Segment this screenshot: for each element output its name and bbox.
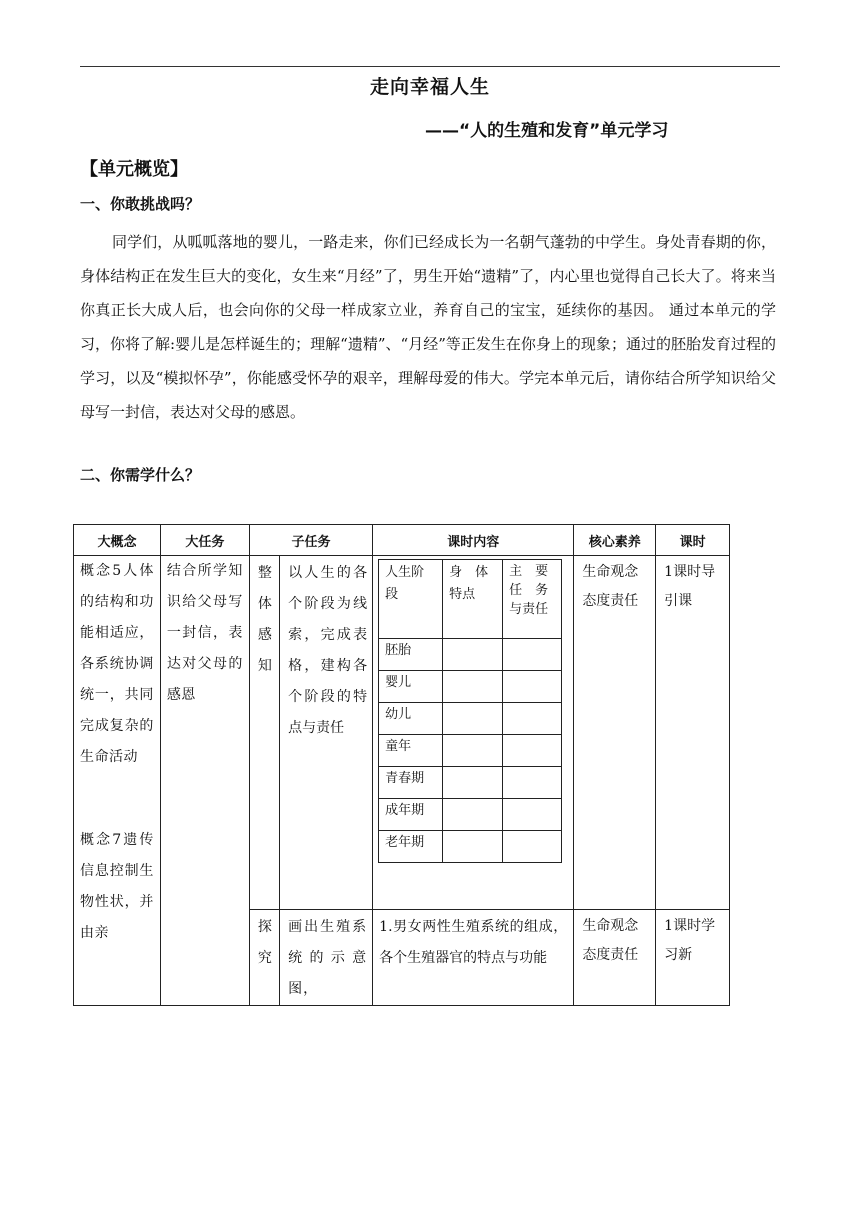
core-literacy-cell: 生命观念态度责任: [574, 556, 656, 910]
stage-adolescence: 青春期: [379, 767, 443, 799]
stage-feature-empty: [443, 703, 503, 735]
stage-infant: 婴儿: [379, 671, 443, 703]
header-period: 课时: [656, 525, 730, 556]
stage-feature-empty: [443, 831, 503, 863]
stage-task-empty: [503, 799, 562, 831]
section-learn-heading: 二、你需学什么？: [80, 466, 201, 484]
stage-task-empty: [503, 671, 562, 703]
stage-feature-empty: [443, 735, 503, 767]
document-subtitle: ——“人的生殖和发育”单元学习: [425, 121, 669, 141]
unit-plan-table: [73, 524, 730, 1006]
life-stage-row: [379, 639, 562, 671]
life-stage-row: [379, 735, 562, 767]
header-rule: [80, 66, 780, 67]
life-stage-row: [379, 799, 562, 831]
stage-toddler: 幼儿: [379, 703, 443, 735]
stage-task-empty: [503, 767, 562, 799]
period-cell: 1课时学习新: [656, 910, 730, 1006]
document-title: 走向幸福人生: [369, 76, 490, 98]
stage-old-age: 老年期: [379, 831, 443, 863]
stage-feature-empty: [443, 767, 503, 799]
table-header-row: [74, 525, 730, 556]
body-feature-header: 身 体特点: [443, 560, 503, 639]
table-row: [74, 556, 730, 910]
header-core-literacy: 核心素养: [574, 525, 656, 556]
subtask-type-cell: 整体感知: [249, 556, 279, 910]
stage-feature-empty: [443, 799, 503, 831]
period-cell: 1课时导引课: [656, 556, 730, 910]
stage-embryo: 胚胎: [379, 639, 443, 671]
life-stage-row: [379, 671, 562, 703]
stage-task-empty: [503, 735, 562, 767]
section-challenge-heading: 一、你敢挑战吗？: [80, 195, 201, 213]
header-subtask: 子任务: [249, 525, 372, 556]
big-task-cell: 结合所学知识给父母写一封信，表达对父母的感恩: [160, 556, 249, 1006]
challenge-paragraph: 同学们，从呱呱落地的婴儿，一路走来，你们已经成长为一名朝气蓬勃的中学生。身处青春期的你，身体结构正在发生巨大的变化，女生来“月经”了，男生开始“遗精”了，内心里也觉得自己长大了。将来当你真正长大成人后，也会向你的父母一样成家立业，养育自己的宝宝，延续你的基因。 通过本单元的学习，你将了解:婴儿是怎样诞生的；理解“遗精”、“月经”等正发生在你身上的现象；通过的胚胎发育过程的学习，以及“模拟怀孕”，你能感受怀孕的艰辛，理解母爱的伟大。学完本单元后，请你结合所学知识给父母写一封信，表达对父母的感恩。: [80, 233, 776, 421]
life-stage-row: [379, 767, 562, 799]
life-stage-header: 人生阶段: [379, 560, 443, 639]
section-overview-heading: 【单元概览】: [80, 159, 188, 180]
life-stage-row: [379, 703, 562, 735]
task-responsibility-header: 主 要任 务与责任: [503, 560, 562, 639]
stage-feature-empty: [443, 639, 503, 671]
header-big-concept: 大概念: [74, 525, 161, 556]
big-concept-5: 概念5人体的结构和功能相适应，各系统协调统一，共同完成复杂的生命活动: [80, 563, 154, 765]
life-stage-table: [378, 559, 562, 863]
subtask-cell: 以人生的各个阶段为线索，完成表格，建构各个阶段的特点与责任: [280, 556, 373, 910]
big-concept-7: 概念7遗传信息控制生物性状，并由亲: [80, 832, 154, 941]
subtask-type-cell: 探究: [249, 910, 279, 1006]
header-big-task: 大任务: [160, 525, 249, 556]
life-stage-row: [379, 831, 562, 863]
stage-feature-empty: [443, 671, 503, 703]
core-literacy-cell: 生命观念态度责任: [574, 910, 656, 1006]
header-lesson-content: 课时内容: [373, 525, 574, 556]
stage-task-empty: [503, 703, 562, 735]
life-stage-header-row: [379, 560, 562, 639]
subtask-cell: 画出生殖系统的示意图，: [280, 910, 373, 1006]
big-concept-cell: [74, 556, 161, 1006]
stage-task-empty: [503, 639, 562, 671]
stage-task-empty: [503, 831, 562, 863]
stage-childhood: 童年: [379, 735, 443, 767]
lesson-content-cell: [373, 556, 574, 910]
lesson-content-cell: 1.男女两性生殖系统的组成，各个生殖器官的特点与功能: [373, 910, 574, 1006]
stage-adulthood: 成年期: [379, 799, 443, 831]
